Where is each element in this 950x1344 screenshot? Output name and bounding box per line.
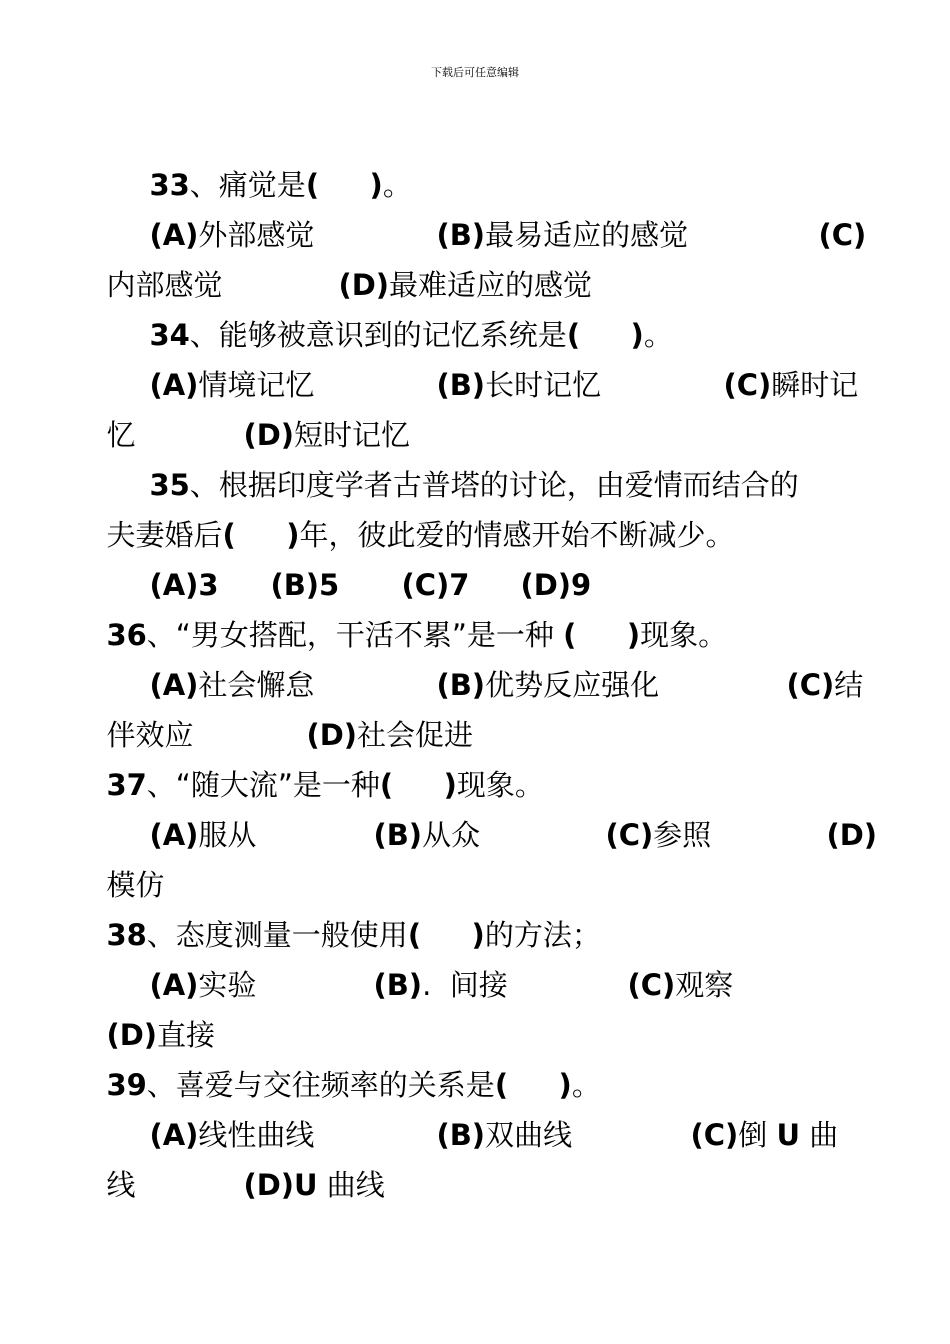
- question-end: 的方法；: [484, 918, 601, 952]
- option-d-label: (D): [106, 1018, 158, 1052]
- option-d-text: 曲线: [317, 1168, 385, 1202]
- question-end: 现象。: [640, 618, 728, 652]
- option-a-text: 服从: [198, 818, 257, 852]
- option-d-label: (D): [826, 818, 878, 852]
- option-b-label: (B): [436, 1118, 486, 1152]
- option-line: [355, 931, 508, 1003]
- option-a: (A)3: [149, 568, 219, 602]
- option-line: [587, 781, 711, 853]
- question-number: 39: [106, 1068, 147, 1102]
- option-a-label: (A): [149, 818, 199, 852]
- question-text: 、态度测量一般使用: [146, 918, 408, 952]
- option-d-label: (D): [243, 418, 295, 452]
- answer-blank: ( ): [407, 918, 485, 952]
- option-line: [88, 1131, 135, 1203]
- question-end: 。: [571, 1068, 601, 1102]
- option-c-letter: U: [776, 1118, 801, 1152]
- question-number: 36: [106, 618, 147, 652]
- option-c-text: 伴效应: [106, 718, 194, 752]
- option-b-text: 双曲线: [485, 1118, 573, 1152]
- question-text: 、痛觉是: [189, 168, 306, 202]
- question-text: 夫妻婚后: [106, 518, 223, 552]
- option-b-text: 从众: [422, 818, 481, 852]
- option-c-text: 倒: [738, 1118, 777, 1152]
- option-d-text: 模仿: [106, 868, 165, 902]
- option-c-label: (C): [690, 1118, 739, 1152]
- option-d: (D)9: [520, 568, 592, 602]
- option-c-label: (C): [786, 668, 835, 702]
- option-line: [355, 781, 480, 853]
- question-number: 38: [106, 918, 147, 952]
- question-end: 现象。: [456, 768, 544, 802]
- option-d-label: (D): [338, 268, 390, 302]
- option-c-text: 线: [106, 1168, 136, 1202]
- option-line: [672, 1081, 838, 1153]
- question-text: 、喜爱与交往频率的关系是: [146, 1068, 495, 1102]
- option-a-text: 情境记忆: [198, 368, 315, 402]
- question-end: 。: [382, 168, 412, 202]
- question-end: 年，彼此爱的情感开始不断减少。: [299, 518, 735, 552]
- option-line: [418, 1081, 572, 1153]
- option-c-text: 观察: [675, 968, 734, 1002]
- question-number: 33: [149, 168, 190, 202]
- option-c-text: 忆: [106, 418, 136, 452]
- option-a-text: 社会懈怠: [198, 668, 315, 702]
- option-a-label: (A): [149, 1118, 199, 1152]
- option-b-text: 最易适应的感觉: [485, 218, 689, 252]
- option-line: [800, 181, 866, 253]
- option-c-label: (C): [605, 818, 654, 852]
- option-line: [609, 931, 733, 1003]
- option-a-label: (A): [149, 968, 199, 1002]
- option-d-text: 短时记忆: [294, 418, 411, 452]
- option-b-label: (B): [373, 968, 423, 1002]
- option-d-label: (D): [243, 1168, 295, 1202]
- answer-blank: ( ): [222, 518, 300, 552]
- option-a-label: (A): [149, 668, 199, 702]
- option-d-label: (D): [306, 718, 358, 752]
- question-text: 、能够被意识到的记忆系统是: [189, 318, 567, 352]
- option-line: [225, 1131, 385, 1203]
- option-b-text: 长时记忆: [485, 368, 602, 402]
- option-d-text: 最难适应的感觉: [389, 268, 593, 302]
- question-end: 。: [643, 318, 673, 352]
- option-line: [808, 781, 877, 853]
- option-c-text-end: 曲: [800, 1118, 839, 1152]
- question-text: 、“男女搭配，干活不累”是一种: [146, 618, 564, 652]
- option-d-text: 直接: [157, 1018, 216, 1052]
- option-line: [768, 631, 863, 703]
- option-a-text: 线性曲线: [198, 1118, 315, 1152]
- option-c-label: (C): [627, 968, 676, 1002]
- question-text: 、根据印度学者古普塔的讨论，由爱情而结合的: [189, 468, 799, 502]
- question-number: 35: [149, 468, 190, 502]
- option-c: (C)7: [401, 568, 470, 602]
- option-line: [418, 331, 601, 403]
- answer-blank: ( ): [494, 1068, 572, 1102]
- option-c-label: (C): [818, 218, 867, 252]
- question-number: 34: [149, 318, 190, 352]
- option-c-label: (C): [723, 368, 772, 402]
- option-b: (B)5: [270, 568, 340, 602]
- option-c-text: 参照: [653, 818, 712, 852]
- option-b-text: . 间接: [422, 968, 508, 1002]
- answer-blank: ( ): [379, 768, 457, 802]
- option-b-label: (B): [436, 368, 486, 402]
- option-b-label: (B): [373, 818, 423, 852]
- option-d-text: 社会促进: [357, 718, 474, 752]
- option-b-text: 优势反应强化: [485, 668, 660, 702]
- option-b-label: (B): [436, 668, 486, 702]
- page-header: 下载后可任意编辑: [431, 66, 519, 79]
- option-a-text: 实验: [198, 968, 257, 1002]
- option-line: [705, 331, 858, 403]
- option-b-label: (B): [436, 218, 486, 252]
- option-c-text: 结: [834, 668, 864, 702]
- question-text: 、“随大流”是一种: [146, 768, 380, 802]
- option-a-label: (A): [149, 218, 199, 252]
- question-number: 37: [106, 768, 147, 802]
- option-c-text: 瞬时记: [771, 368, 859, 402]
- option-d-letter: U: [294, 1168, 318, 1202]
- option-a-text: 外部感觉: [198, 218, 315, 252]
- option-line: [88, 381, 135, 453]
- answer-blank: ( ): [305, 168, 383, 202]
- option-c-text: 内部感觉: [106, 268, 223, 302]
- answer-blank: ( ): [566, 318, 644, 352]
- answer-blank: ( ): [563, 618, 641, 652]
- option-a-label: (A): [149, 368, 199, 402]
